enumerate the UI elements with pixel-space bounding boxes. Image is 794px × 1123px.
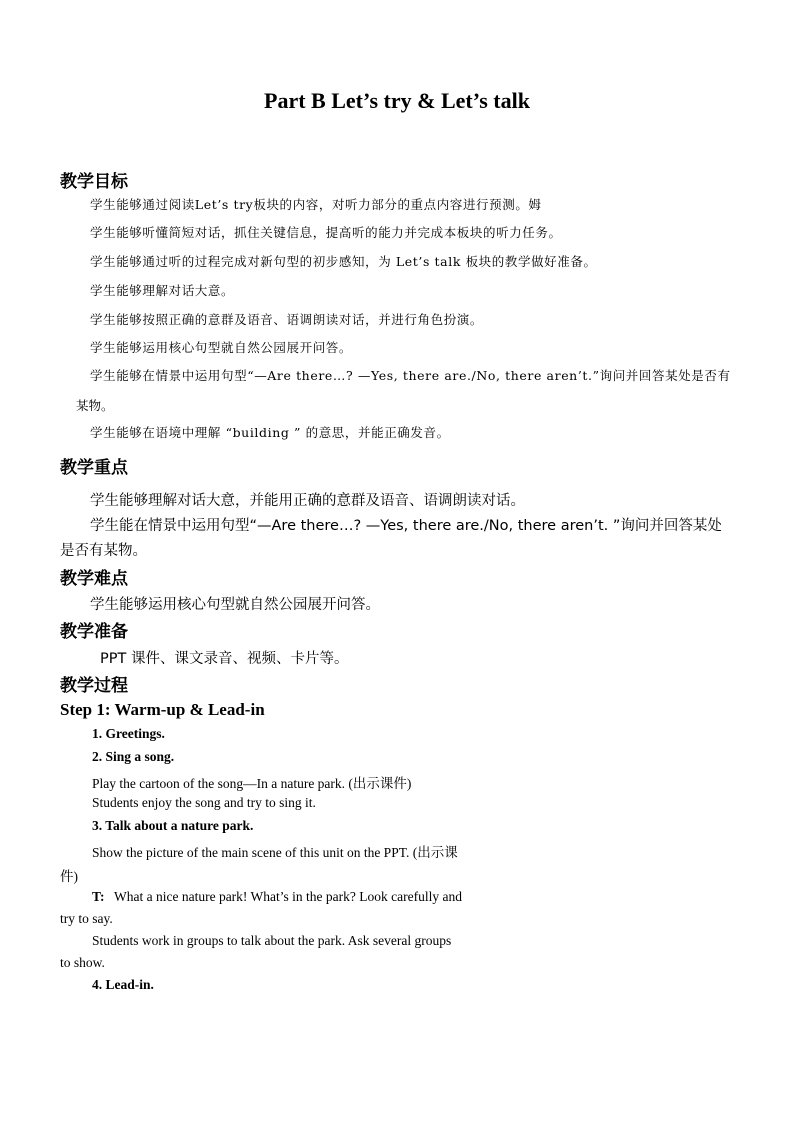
objective-item: 学生能够按照正确的意群及语音、语调朗读对话，并进行角色扮演。 <box>90 312 484 327</box>
step-text: Show the picture of the main scene of this unit on the PPT. (出示课 <box>92 845 458 860</box>
difficulties-line: 学生能够运用核心句型就自然公园展开问答。 <box>90 597 380 613</box>
step-text: Students enjoy the song and try to sing it. <box>92 795 316 810</box>
objective-item: 学生能够理解对话大意。 <box>90 283 235 298</box>
objective-item: 学生能够通过阅读Let’s try板块的内容，对听力部分的重点内容进行预测。姆 <box>90 197 542 212</box>
keypoints-line: 学生能够理解对话大意，并能用正确的意群及语音、语调朗读对话。 <box>90 493 525 509</box>
step-text: Play the cartoon of the song—In a nature park. (出示课件) <box>92 776 412 791</box>
objective-item: 学生能够在语境中理解 “building ” 的意思，并能正确发音。 <box>90 425 450 440</box>
preparation-heading: 教学准备 <box>60 622 128 642</box>
keypoints-line-continued: 是否有某物。 <box>60 543 147 559</box>
step-text-continued: 件) <box>60 869 78 884</box>
process-heading: 教学过程 <box>60 676 128 696</box>
objectives-heading: 教学目标 <box>60 172 128 192</box>
preparation-line: PPT 课件、课文录音、视频、卡片等。 <box>100 651 349 667</box>
step-text-continued: to show. <box>60 955 105 970</box>
step-text: Students work in groups to talk about the park. Ask several groups <box>92 933 452 948</box>
substep-heading: 1. Greetings. <box>92 726 165 741</box>
difficulties-heading: 教学难点 <box>60 569 128 589</box>
step-text: What a nice nature park! What’s in the park? Look carefully and <box>114 889 462 904</box>
keypoints-line: 学生能在情景中运用句型“—Are there…? —Yes, there are./No, there aren’t. ”询问并回答某处 <box>90 518 722 534</box>
substep-heading: 2. Sing a song. <box>92 749 175 764</box>
objective-item: 学生能够运用核心句型就自然公园展开问答。 <box>90 340 353 355</box>
step-text-continued: try to say. <box>60 911 113 926</box>
objective-item: 学生能够听懂简短对话，抓住关键信息，提高听的能力并完成本板块的听力任务。 <box>90 225 562 240</box>
teacher-label: T: <box>92 889 105 904</box>
step-heading: Step 1: Warm-up & Lead-in <box>60 700 265 719</box>
page-title: Part B Let’s try & Let’s talk <box>264 88 530 113</box>
objective-item: 学生能够通过听的过程完成对新句型的初步感知，为 Let’s talk 板块的教学做好准备。 <box>90 254 597 269</box>
objective-item: 学生能够在情景中运用句型“—Are there…? —Yes, there are./No, there aren’t.”询问并回答某处是否有 <box>90 368 731 383</box>
keypoints-heading: 教学重点 <box>60 458 128 478</box>
objective-item-continued: 某物。 <box>76 398 114 413</box>
substep-heading: 3. Talk about a nature park. <box>92 818 254 833</box>
substep-heading: 4. Lead-in. <box>92 977 154 992</box>
